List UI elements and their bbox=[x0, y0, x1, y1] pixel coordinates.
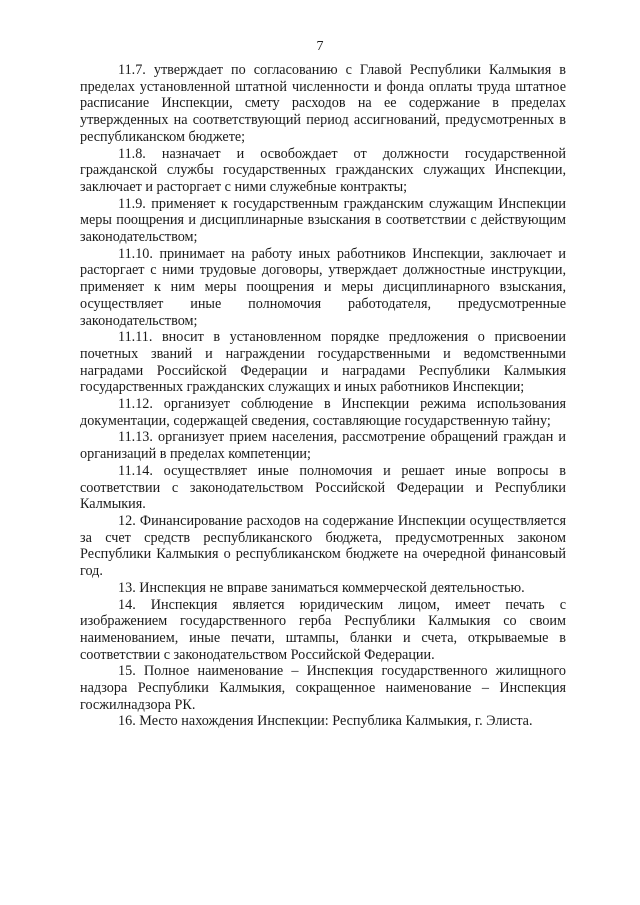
paragraph-11-14: 11.14. осуществляет иные полномочия и решает иные вопросы в соответствии с законодательством Российской Федерации и Республики Калмыкия. bbox=[80, 462, 566, 513]
paragraph-12: 12. Финансирование расходов на содержание Инспекции осуществляется за счет средств республиканского бюджета, предусмотренных законом Республики Калмыкия о республиканском бюджете на очередной финансовый год. bbox=[80, 512, 566, 580]
paragraph-16: 16. Место нахождения Инспекции: Республика Калмыкия, г. Элиста. bbox=[118, 713, 533, 730]
paragraph-11-10: 11.10. принимает на работу иных работников Инспекции, заключает и расторгает с ними трудовые договоры, утверждает должностные инструкции, применяет к ним меры поощрения и меры дисциплинарного взыскания, осуществляет иные полномочия работодателя, предусмотренные законодательством; bbox=[80, 245, 566, 329]
paragraph-11-12: 11.12. организует соблюдение в Инспекции режима использования документации, содержащей сведения, составляющие государственную тайну; bbox=[80, 396, 566, 429]
paragraph-11-9: 11.9. применяет к государственным гражданским служащим Инспекции меры поощрения и дисциплинарные взыскания в соответствии с действующим законодательством; bbox=[80, 195, 566, 246]
paragraph-11-11: 11.11. вносит в установленном порядке предложения о присвоении почетных званий и награждении государственными и ведомственными наградами Российской Федерации и наградами Республики Калмыкия государственных гражданских служащих и иных работников Инспекции; bbox=[80, 329, 566, 396]
paragraph-13: 13. Инспекция не вправе заниматься коммерческой деятельностью. bbox=[118, 579, 525, 596]
paragraph-11-13: 11.13. организует прием населения, рассмотрение обращений граждан и организаций в пределах компетенции; bbox=[80, 429, 566, 463]
paragraph-11-7: 11.7. утверждает по согласованию с Главой Республики Калмыкия в пределах установленной штатной численности и фонда оплаты труда штатное расписание Инспекции, смету расходов на ее содержание в пределах утвержденных на соответствующий период ассигнований, предусмотренных в республиканском бюджете; bbox=[80, 62, 566, 145]
document-body bbox=[80, 62, 566, 730]
paragraph-15: 15. Полное наименование – Инспекция государственного жилищного надзора Республики Калмыкия, сокращенное наименование – Инспекция госжилнадзора РК. bbox=[80, 663, 566, 713]
paragraph-14: 14. Инспекция является юридическим лицом, имеет печать с изображением государственного герба Республики Калмыкия со своим наименованием, иные печати, штампы, бланки и счета, открываемые в соответствии с законодательством Российской Федерации. bbox=[80, 596, 566, 663]
page-number: 7 bbox=[316, 39, 324, 54]
paragraph-11-8: 11.8. назначает и освобождает от должности государственной гражданской службы государственных гражданских служащих Инспекции, заключает и расторгает с ними служебные контракты; bbox=[80, 145, 566, 195]
